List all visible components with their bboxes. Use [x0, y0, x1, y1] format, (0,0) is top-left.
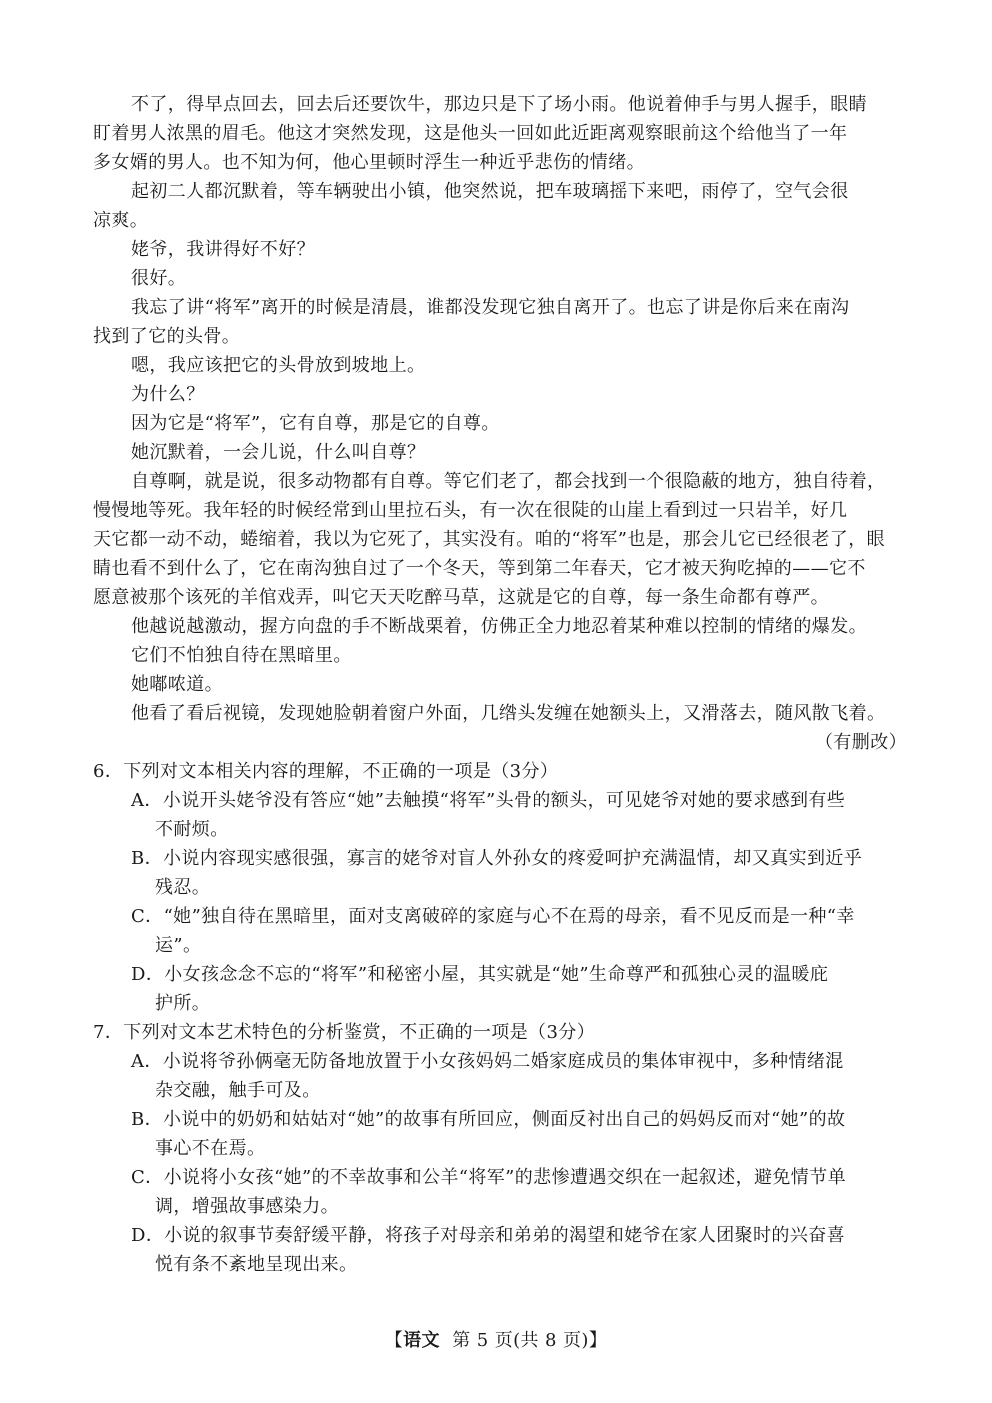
answer-option: 悦有条不紊地呈现出来。 [155, 1254, 358, 1275]
answer-option: C．小说将小女孩“她”的不幸故事和公羊“将军”的悲惨遭遇交织在一起叙述，避免情节单 [131, 1167, 846, 1188]
passage-line: 姥爷，我讲得好不好？ [131, 239, 315, 260]
answer-option: 残忍。 [155, 877, 211, 898]
page-footer [0, 1329, 992, 1353]
passage-line: 起初二人都沉默着，等车辆驶出小镇，他突然说，把车玻璃摇下来吧，雨停了，空气会很 [131, 181, 849, 202]
answer-option: 杂交融，触手可及。 [155, 1080, 321, 1101]
passage-line: 我忘了讲“将军”离开的时候是清晨，谁都没发现它独自离开了。也忘了讲是你后来在南沟 [131, 297, 850, 318]
passage-line: 慢慢地等死。我年轻的时候经常到山里拉石头，有一次在很陡的山崖上看到过一只岩羊，好几 [93, 500, 848, 521]
passage-line: 盯着男人浓黑的眉毛。他这才突然发现，这是他头一回如此近距离观察眼前这个给他当了一年 [93, 123, 848, 144]
footer-page-number: 第 5 页(共 8 页) [452, 1330, 589, 1351]
answer-option: B．小说中的奶奶和姑姑对“她”的故事有所回应，侧面反衬出自己的妈妈反而对“她”的故 [131, 1109, 846, 1130]
answer-option: D．小说的叙事节奏舒缓平静，将孩子对母亲和弟弟的渴望和姥爷在家人团聚时的兴奋喜 [131, 1225, 846, 1246]
answer-option: 调，增强故事感染力。 [155, 1196, 339, 1217]
footer-bracket-open: 【 [384, 1330, 404, 1351]
passage-line: 睛也看不到什么了，它在南沟独自过了一个冬天，等到第二年春天，它才被天狗吃掉的——它不 [93, 558, 866, 579]
passage-line: 多女婿的男人。也不知为何，他心里顿时浮生一种近乎悲伤的情绪。 [93, 152, 645, 173]
passage-line: 它们不怕独自待在黑暗里。 [131, 645, 352, 666]
answer-option: C．“她”独自待在黑暗里，面对支离破碎的家庭与心不在焉的母亲，看不见反而是一种“幸 [131, 906, 855, 927]
passage-line: 很好。 [131, 268, 187, 289]
footer-bracket-close: 】 [588, 1330, 608, 1351]
answer-option: A．小说将爷孙俩毫无防备地放置于小女孩妈妈二婚家庭成员的集体审视中，多种情绪混 [131, 1051, 844, 1072]
answer-option: A．小说开头姥爷没有答应“她”去触摸“将军”头骨的额头，可见姥爷对她的要求感到有些 [131, 790, 846, 811]
passage-line: 因为它是“将军”，它有自尊，那是它的自尊。 [131, 413, 500, 434]
answer-option: 不耐烦。 [155, 819, 229, 840]
passage-line: 不了，得早点回去，回去后还要饮牛，那边只是下了场小雨。他说着伸手与男人握手，眼睛 [131, 94, 867, 115]
passage-line: 她嘟哝道。 [131, 674, 223, 695]
question-stem: 7．下列对文本艺术特色的分析鉴赏，不正确的一项是（3分） [93, 1022, 596, 1043]
source-note: （有删改） [815, 732, 907, 753]
passage-line: 嗯，我应该把它的头骨放到坡地上。 [131, 355, 426, 376]
passage-line: 凉爽。 [93, 210, 149, 231]
answer-option: B．小说内容现实感很强，寡言的姥爷对盲人外孙女的疼爱呵护充满温情，却又真实到近乎 [131, 848, 863, 869]
passage-line: 找到了它的头骨。 [93, 326, 241, 347]
answer-option: 事心不在焉。 [155, 1138, 266, 1159]
passage-line: 她沉默着，一会儿说，什么叫自尊？ [131, 442, 426, 463]
passage-line: 愿意被那个该死的羊倌戏弄，叫它天天吃醉马草，这就是它的自尊，每一条生命都有尊严。 [93, 587, 829, 608]
passage-line: 天它都一动不动，蜷缩着，我以为它死了，其实没有。咱的“将军”也是，那会儿它已经很老了，眼 [93, 529, 885, 550]
footer-subject: 语文 [403, 1330, 440, 1351]
passage-line: 为什么？ [131, 384, 205, 405]
passage-line: 他看了看后视镜，发现她脸朝着窗户外面，几绺头发缠在她额头上，又滑落去，随风散飞着。 [131, 703, 886, 724]
answer-option: 运”。 [155, 935, 202, 956]
passage-line: 自尊啊，就是说，很多动物都有自尊。等它们老了，都会找到一个很隐蔽的地方，独自待着， [131, 471, 886, 492]
question-stem: 6．下列对文本相关内容的理解，不正确的一项是（3分） [93, 761, 559, 782]
answer-option: D．小女孩念念不忘的“将军”和秘密小屋，其实就是“她”生命尊严和孤独心灵的温暖庇 [131, 964, 829, 985]
passage-line: 他越说越激动，握方向盘的手不断战栗着，仿佛正全力地忍着某种难以控制的情绪的爆发。 [131, 616, 867, 637]
answer-option: 护所。 [155, 993, 211, 1014]
